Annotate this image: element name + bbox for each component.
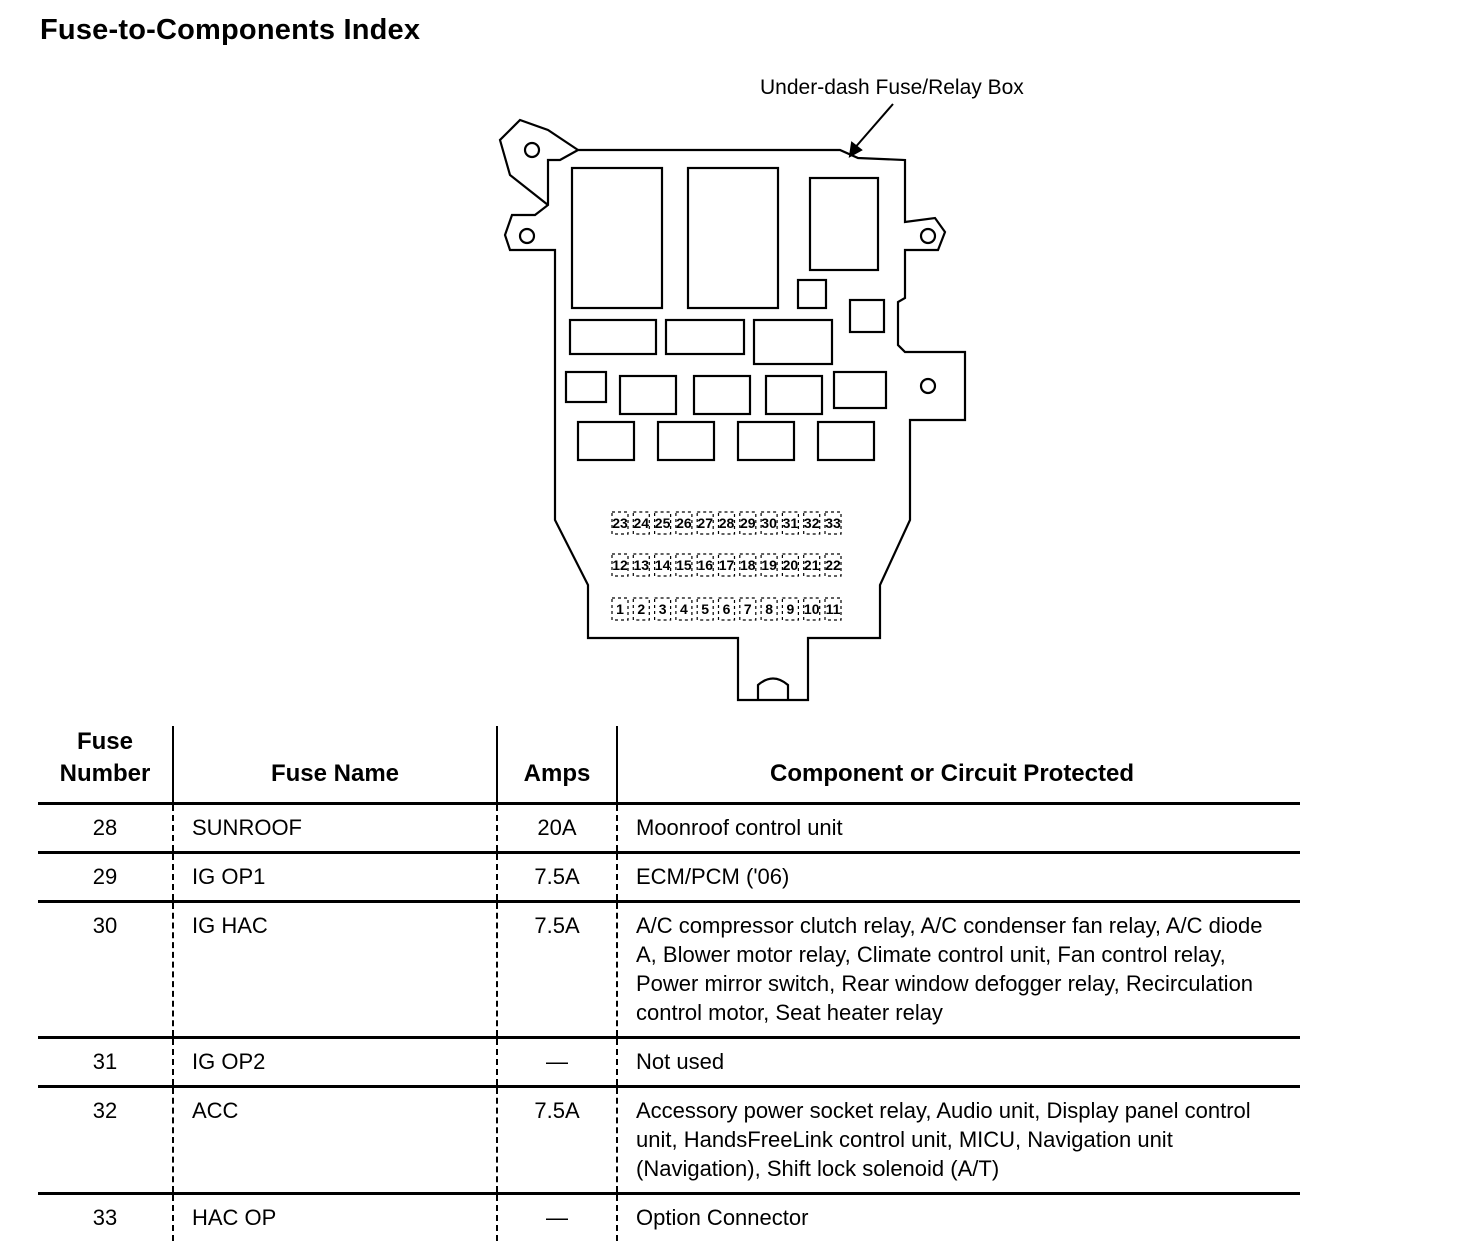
relay-slot: [738, 422, 794, 460]
table-row: [38, 853, 1300, 902]
fuse-number-label: 30: [761, 515, 777, 531]
cell-fuse-number: 31: [38, 1038, 173, 1087]
fuse-number-label: 17: [718, 557, 735, 573]
cell-fuse-number: 33: [92, 1205, 118, 1230]
fuse-number-label: 19: [761, 557, 777, 573]
cell-component: Accessory power socket relay, Audio unit, Display panel control unit, HandsFreeLink control unit, MICU, Navigation unit (Navigation), Shift lock solenoid (A/T): [617, 1087, 1300, 1194]
fuse-number-label: 5: [701, 601, 710, 617]
fuse-box-outline: [505, 150, 965, 700]
cell-amps: 7.5A: [497, 853, 617, 902]
fuse-number-label: 11: [825, 601, 841, 617]
cell-fuse-number: 29: [38, 853, 173, 902]
mounting-hole: [520, 229, 534, 243]
fuse-number-label: 6: [722, 601, 731, 617]
cell-component: Option Connector: [617, 1194, 1300, 1242]
cell-fuse-name: IG OP2: [173, 1038, 497, 1087]
mounting-hole: [921, 379, 935, 393]
fuse-number-label: 10: [803, 601, 820, 617]
bottom-tab-slot: [758, 679, 788, 701]
relay-slot: [766, 376, 822, 414]
fuse-number-label: 7: [743, 601, 752, 617]
table-row: [38, 804, 1300, 853]
fuse-number-label: 13: [633, 557, 650, 573]
relay-bay: [688, 168, 778, 308]
fuse-number-label: 23: [612, 515, 628, 531]
fuse-number-label: 29: [740, 515, 756, 531]
fuse-number-label: 12: [612, 557, 628, 573]
connector: [754, 320, 832, 364]
fuse-number-label: 18: [740, 557, 756, 573]
cell-amps: —: [497, 1194, 617, 1242]
table-row: [38, 1194, 1300, 1242]
relay-slot: [658, 422, 714, 460]
fuse-index-table: [38, 726, 1300, 1241]
cell-component: Not used: [617, 1038, 1300, 1087]
relay-slot: [578, 422, 634, 460]
header-fuse-name: Fuse Name: [173, 726, 497, 804]
cell-amps: 7.5A: [497, 902, 617, 1038]
mounting-hole: [525, 143, 539, 157]
relay-slot: [620, 376, 676, 414]
fuse-number-label: 3: [658, 601, 667, 617]
cell-fuse-name: HAC OP: [173, 1194, 497, 1242]
table-row: [38, 902, 1300, 1038]
cell-amps: 20A: [497, 804, 617, 853]
cell-component: ECM/PCM ('06): [617, 853, 1300, 902]
header-component: Component or Circuit Protected: [617, 726, 1300, 804]
cell-fuse-number: 30: [38, 902, 173, 1038]
relay-slot: [694, 376, 750, 414]
relay-slot: [818, 422, 874, 460]
fuse-number-label: 24: [633, 515, 650, 531]
cell-fuse-name: IG HAC: [173, 902, 497, 1038]
fuse-number-label: 31: [782, 515, 799, 531]
fuse-number-label: 14: [654, 557, 671, 573]
fuse-number-label: 33: [825, 515, 841, 531]
cell-fuse-number: 32: [38, 1087, 173, 1194]
table-header-row: [38, 726, 1300, 804]
fuse-number-grid: [612, 512, 841, 620]
cell-fuse-name: IG OP1: [173, 853, 497, 902]
fuse-number-label: 28: [718, 515, 735, 531]
fuse-number-label: 8: [765, 601, 773, 617]
relay-bay: [572, 168, 662, 308]
fuse-number-label: 15: [676, 557, 692, 573]
fuse-number-label: 2: [637, 601, 646, 617]
fuse-number-label: 4: [680, 601, 688, 617]
cell-fuse-name: SUNROOF: [173, 804, 497, 853]
fuse-number-label: 26: [676, 515, 692, 531]
table-row: [38, 1038, 1300, 1087]
header-fuse-number: [38, 726, 173, 804]
cell-component: Moonroof control unit: [617, 804, 1300, 853]
fuse-number-label: 16: [697, 557, 713, 573]
header-amps: Amps: [497, 726, 617, 804]
fuse-number-label: 21: [803, 557, 820, 573]
table-row: [38, 1087, 1300, 1194]
cell-component: A/C compressor clutch relay, A/C condenser fan relay, A/C diode A, Blower motor relay, Climate control unit, Fan control relay, Power mirror switch, Rear window defogger relay, Recirculation control motor, Seat heater relay: [617, 902, 1300, 1038]
callout-leader: [853, 104, 893, 150]
fuse-number-label: 1: [616, 601, 624, 617]
relay-bay: [810, 178, 878, 270]
page-title: Fuse-to-Components Index: [40, 14, 421, 46]
fuse-number-label: 20: [782, 557, 799, 573]
mounting-hole: [921, 229, 935, 243]
callout-label: Under-dash Fuse/Relay Box: [760, 76, 1024, 99]
fuse-number-label: 27: [697, 515, 713, 531]
relay-slot: [834, 372, 886, 408]
connector: [570, 320, 656, 354]
cell-amps: —: [497, 1038, 617, 1087]
header-fuse-number-line2: Number: [59, 760, 151, 787]
connector: [666, 320, 744, 354]
fuse-number-label: 9: [786, 601, 795, 617]
fuse-number-label: 25: [654, 515, 671, 531]
callout-arrowhead: [850, 143, 861, 156]
relay-bay: [798, 280, 826, 308]
mounting-ear: [500, 120, 578, 205]
relay-slot: [566, 372, 606, 402]
cell-fuse-number: 28: [38, 804, 173, 853]
fuse-number-label: 22: [825, 557, 841, 573]
fuse-number-label: 32: [803, 515, 820, 531]
cell-amps: 7.5A: [497, 1087, 617, 1194]
relay-bay: [850, 300, 884, 332]
cell-fuse-name: ACC: [173, 1087, 497, 1194]
header-fuse-number-line1: Fuse: [76, 728, 133, 755]
